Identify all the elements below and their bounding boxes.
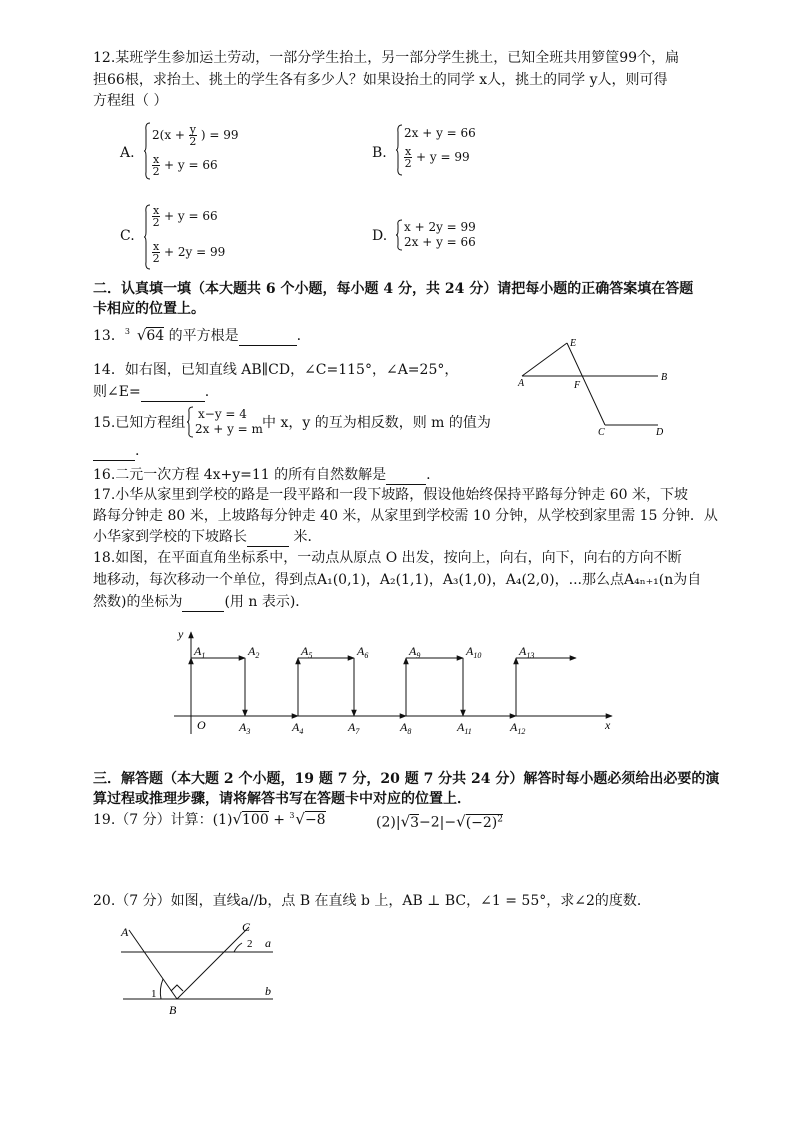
q16 [93, 465, 431, 485]
option-b-label: B. [372, 145, 387, 161]
frac-den: 2 [404, 157, 412, 170]
q13-radicand: 64 [146, 328, 165, 344]
option-d-label: D. [372, 228, 388, 244]
section3-heading-line1: 三．解答题（本大题 2 个小题，19 题 7 分，20 题 7 分共 24 分）解答时每小题必须给出必要的演 [93, 771, 720, 787]
option-a-eq1-frac [189, 124, 197, 147]
q17-suffix: 米． [289, 529, 322, 545]
q19-part2: $(2)|√3-2|-√(-2)^2$ [376, 812, 503, 831]
frac-num: x [153, 240, 160, 253]
q18-line3 [93, 592, 309, 612]
brace-icon [395, 219, 403, 251]
option-a-eq1-pre: 2(x + [152, 128, 185, 142]
q16-answer-blank[interactable] [386, 468, 426, 485]
point-label-a6: $A_6$ [357, 644, 369, 660]
frac-num: y [189, 123, 196, 136]
option-a-eq2-post: + y = 66 [164, 158, 218, 172]
option-c-eq2-frac [152, 241, 160, 264]
figure-q14 [510, 330, 680, 440]
option-a-eq1-post: ) = 99 [200, 128, 239, 142]
q14-prefix: 则∠E= [93, 384, 141, 400]
root-index: 3 [124, 327, 130, 336]
frac-den: 2 [152, 165, 160, 178]
label-angle-2: 2 [247, 938, 253, 950]
brace-icon [186, 406, 194, 438]
section2-heading-line1: 二．认真填一填（本大题共 6 个小题，每小题 4 分，共 24 分）请把每小题的正确答案填在答题 [93, 281, 694, 297]
q14-line2 [93, 382, 209, 402]
option-c-label: C. [120, 228, 135, 244]
q13-text: 的平方根是 [168, 328, 239, 344]
origin-label: O [197, 718, 206, 732]
q12-line2: 担66根，求抬土、挑土的学生各有多少人？如果设抬土的同学 x人，挑土的同学 y人，则可得 [93, 72, 668, 88]
option-c-eq2-post: + 2y = 99 [164, 245, 226, 259]
q17-line1: 17.小华从家里到学校的路是一段平路和一段下坡路，假设他始终保持平路每分钟走 60 米，下坡 [93, 487, 688, 503]
movement-path [191, 658, 576, 716]
option-b-eq2-post: + y = 99 [416, 150, 470, 164]
q15-answer-blank[interactable] [93, 444, 135, 461]
q19-prefix: 19.（7 分）计算：(1) [93, 812, 233, 828]
q19-radicand-neg8: −8 [304, 812, 326, 828]
label-c-point: C [242, 920, 251, 934]
right-angle-mark [171, 985, 183, 991]
q15-post: 中 x，y 的互为相反数，则 m 的值为 [262, 415, 491, 431]
q13 [93, 325, 301, 346]
root-index: 3 [289, 811, 295, 820]
q18-answer-blank[interactable] [182, 595, 224, 612]
segment-ec [567, 343, 605, 425]
label-b: B [661, 372, 668, 383]
q18-line2: 地移动，每次移动一个单位，得到点A₁(0,1)，A₂(1,1)，A₃(1,0)，A₄(2,0)，...那么点A₄ₙ₊₁(n为自 [93, 572, 702, 588]
q17-answer-blank[interactable] [247, 530, 289, 547]
q12-line1: 12.某班学生参加运土劳动，一部分学生抬土，另一部分学生挑土，已知全班共用箩筐99个，扁 [93, 50, 680, 66]
brace-icon [395, 124, 403, 176]
q15-answer [93, 441, 139, 461]
frac-den: 2 [189, 135, 197, 148]
brace-icon [143, 122, 151, 180]
label-e: E [570, 338, 577, 349]
exponent: 2 [497, 814, 503, 824]
q12-line3: 方程组（ ） [93, 93, 168, 109]
point-label-a3: $A_3$ [239, 720, 251, 736]
point-label-a4: $A_4$ [292, 720, 304, 736]
segment-ae [522, 343, 567, 376]
period: . [426, 467, 431, 483]
q19-part2-prefix: (2)| [376, 814, 401, 831]
brace-icon [143, 204, 151, 270]
frac-den: 2 [152, 252, 160, 265]
point-label-a13: $A_{13}$ [519, 644, 535, 660]
section2-heading-line2: 卡相应的位置上。 [93, 301, 205, 317]
q13-answer-blank[interactable] [239, 329, 297, 346]
label-d: D [656, 427, 664, 438]
angle-1-arc [160, 979, 163, 999]
q19-cube-root: 3 √−8 [289, 809, 325, 830]
label-angle-1: 1 [151, 988, 157, 1000]
y-axis-label: y [178, 627, 184, 641]
point-label-a12: $A_{12}$ [510, 720, 526, 736]
point-label-a11: $A_{11}$ [457, 720, 472, 736]
q13-number: 13． [93, 328, 125, 344]
point-label-a1: $A_1$ [194, 644, 206, 660]
q15-pre: 15.已知方程组 [93, 415, 186, 431]
option-b-eq2-frac [404, 146, 412, 169]
label-a: A [518, 378, 525, 389]
frac-num: x [153, 153, 160, 166]
q14-line1: 14．如右图，已知直线 AB∥CD，∠C=115°，∠A=25°， [93, 362, 459, 378]
angle-2-arc [234, 943, 242, 952]
x-axis-label: x [605, 718, 611, 732]
point-label-a10: $A_{10}$ [466, 644, 482, 660]
q19-mid: −2|− [419, 814, 457, 831]
segment-bc [177, 927, 249, 999]
option-a-eq2-frac [152, 154, 160, 177]
period: . [204, 384, 210, 400]
frac-num: x [405, 145, 412, 158]
q17-line2: 路每分钟走 80 米，上坡路每分钟走 40 米，从家里到学校需 10 分钟，从学校到家里需 15 分钟．从 [93, 508, 718, 524]
section3-heading-line2: 算过程或推理步骤，请将解答书写在答题卡中对应的位置上． [93, 791, 471, 807]
label-a-point: A [121, 925, 129, 939]
q20-text: 20.（7 分）如图，直线a//b，点 B 在直线 b 上，AB ⊥ BC，∠1 = 55°，求∠2的度数． [93, 893, 651, 909]
q17-prefix: 小华家到学校的下坡路长 [93, 529, 247, 545]
option-d-eq2: 2x + y = 66 [404, 235, 476, 249]
period: . [135, 443, 140, 459]
option-b-eq1: 2x + y = 66 [404, 126, 476, 140]
point-label-a2: $A_2$ [248, 644, 260, 660]
point-label-a7: $A_7$ [348, 720, 360, 736]
point-label-a5: $A_5$ [301, 644, 313, 660]
q16-text: 16.二元一次方程 4x+y=11 的所有自然数解是 [93, 467, 387, 483]
label-f: F [574, 380, 581, 391]
label-b-point: B [169, 1003, 177, 1017]
figure-q20 [105, 915, 290, 1020]
plus-sign: + [268, 812, 290, 828]
frac-den: 2 [152, 216, 160, 229]
period: . [296, 328, 302, 344]
q15-eq2: 2x + y = m [195, 422, 263, 436]
q19-radicand-neg2: (−2) [465, 814, 498, 831]
q14-answer-blank[interactable] [141, 385, 205, 402]
q17-line3 [93, 527, 321, 547]
q13-cube-root: 3 √64 [125, 325, 164, 346]
point-label-a8: $A_8$ [400, 720, 412, 736]
frac-num: x [153, 204, 160, 217]
option-c-eq1-post: + y = 66 [164, 209, 218, 223]
option-c-eq1-frac [152, 205, 160, 228]
label-c: C [598, 427, 605, 438]
q15-eq1: x−y = 4 [198, 407, 247, 421]
q19-sqrt-3: 3 [410, 814, 420, 831]
q18-line1: 18.如图，在平面直角坐标系中，一动点从原点 O 出发，按向上，向右，向下，向右的方向不断 [93, 550, 682, 566]
point-label-a9: $A_9$ [409, 644, 421, 660]
q18-suffix: (用 n 表示)． [224, 594, 310, 610]
option-d-eq1: x + 2y = 99 [404, 220, 476, 234]
label-line-a: a [265, 936, 271, 950]
option-a-label: A. [120, 145, 135, 161]
q19: 19.（7 分）计算：(1)√100 + 3 √−8 [93, 809, 326, 830]
label-line-b: b [265, 984, 271, 998]
q18-prefix: 然数)的坐标为 [93, 594, 183, 610]
figure-q18-grid-path [170, 622, 620, 740]
q19-sqrt-100: 100 [242, 812, 269, 828]
